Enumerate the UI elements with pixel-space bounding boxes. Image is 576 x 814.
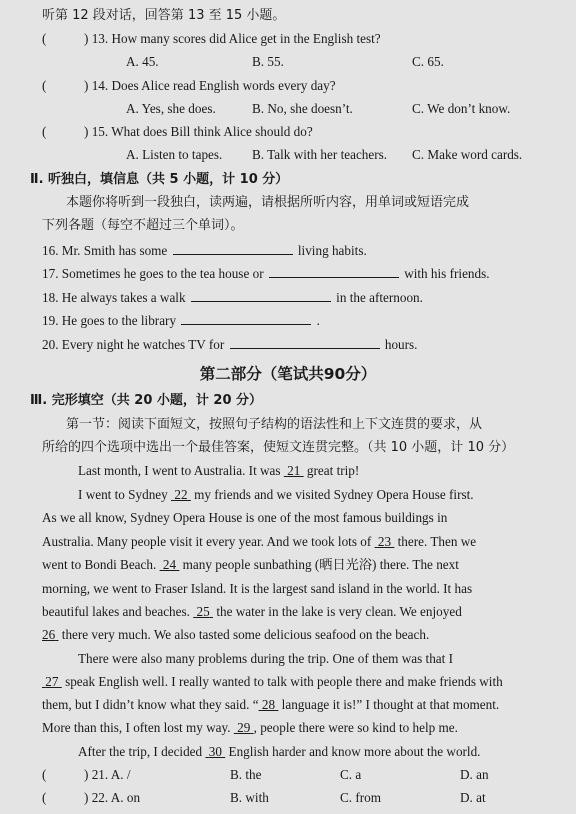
passage-text: English harder and know more about the world. [228, 744, 481, 759]
item-16-pre: 16. Mr. Smith has some [42, 243, 168, 258]
passage-text: beautiful lakes and beaches. [42, 604, 190, 619]
passage-text: Last month, I went to Australia. It was [78, 463, 281, 478]
q15-stem: ) 15. What does Bill think Alice should do? [84, 124, 313, 139]
passage-line-13 [78, 744, 480, 760]
section3-instruction-1: 第一节：阅读下面短文，按照句子结构的语法性和上下文连贯的要求，从 [66, 417, 483, 432]
passage-line-4 [42, 534, 476, 550]
q15-option-b: B. Talk with her teachers. [252, 147, 388, 162]
item-17-pre: 17. Sometimes he goes to the tea house or [42, 266, 264, 281]
q14-option-b: B. No, she doesn’t. [252, 101, 353, 116]
item-19-post: . [316, 313, 320, 328]
cloze-number: 23 [377, 534, 392, 549]
choice-21-d: D. an [460, 767, 489, 782]
choice-21-b: B. the [230, 767, 262, 782]
passage-text: the water in the lake is very clean. We enjoyed [216, 604, 462, 619]
cloze-number: 24 [162, 557, 177, 572]
choice-22-c: C. from [340, 790, 382, 805]
item-19-pre: 19. He goes to the library [42, 313, 177, 328]
cloze-number: 30 [208, 744, 222, 759]
cloze-blank-30[interactable] [205, 744, 225, 759]
q14-option-c: C. We don’t know. [412, 101, 511, 116]
q15-option-a: A. Listen to tapes. [126, 147, 223, 162]
passage-text: Australia. Many people visit it every year. And we took lots of [42, 534, 372, 549]
cloze-number: 27 [45, 674, 59, 689]
cloze-blank-24[interactable] [160, 557, 180, 572]
q14-option-a: A. Yes, she does. [126, 101, 216, 116]
answer-blank-17[interactable] [269, 265, 399, 278]
passage-line-12 [42, 720, 458, 736]
item-19 [42, 312, 320, 329]
item-17 [42, 265, 490, 282]
listening-intro: 听第 12 段对话，回答第 13 至 15 小题。 [42, 8, 286, 23]
item-18-pre: 18. He always takes a walk [42, 290, 186, 305]
cloze-number: 29 [237, 720, 251, 735]
item-18 [42, 289, 423, 306]
item-18-post: in the afternoon. [336, 290, 423, 305]
answer-blank-18[interactable] [191, 289, 331, 302]
passage-text: them, but I didn’t know what they said. “ [42, 697, 259, 712]
passage-text: After the trip, I decided [78, 744, 203, 759]
passage-line-1 [78, 463, 359, 479]
cloze-blank-22[interactable] [171, 487, 191, 502]
passage-line-10 [42, 674, 503, 690]
choice-22-paren[interactable]: ( [42, 790, 47, 805]
q13-option-c: C. 65. [412, 54, 444, 69]
choice-22-num: ) 22. A. on [84, 790, 141, 805]
passage-text: great trip! [306, 463, 360, 478]
passage-line-9: There were also many problems during the trip. One of them was that I [78, 651, 454, 666]
q13-option-a: A. 45. [126, 54, 159, 69]
item-16-post: living habits. [297, 243, 367, 258]
section2-instruction-1: 本题你将听到一段独白，读两遍，请根据所听内容，用单词或短语完成 [66, 195, 470, 210]
passage-text: speak English well. I really wanted to talk with people there and make friends with [65, 674, 503, 689]
section2-heading: Ⅱ. 听独白，填信息（共 5 小题，计 10 分） [30, 172, 289, 187]
choice-22-d: D. at [460, 790, 486, 805]
passage-text: More than this, I often lost my way. [42, 720, 231, 735]
passage-text: many people sunbathing (晒日光浴) there. The next [182, 557, 459, 572]
passage-text: my friends and we visited Sydney Opera House first. [194, 487, 474, 502]
passage-text: language it is!” I thought at that moment. [281, 697, 500, 712]
passage-line-3: As we all know, Sydney Opera House is one of the most famous buildings in [42, 510, 448, 525]
section3-instruction-2: 所给的四个选项中选出一个最佳答案，使短文连贯完整。（共 10 小题，计 10 分） [42, 440, 515, 455]
cloze-blank-23[interactable] [375, 534, 395, 549]
passage-line-6: morning, we went to Fraser Island. It is the largest sand island in the world. It has [42, 581, 473, 596]
q13-option-b: B. 55. [252, 54, 284, 69]
answer-blank-20[interactable] [230, 336, 380, 349]
cloze-number: 22 [174, 487, 188, 502]
cloze-number: 28 [261, 697, 276, 712]
passage-line-5 [42, 557, 459, 573]
cloze-number: 21 [287, 463, 301, 478]
passage-line-11 [42, 697, 499, 713]
cloze-number: 25 [196, 604, 210, 619]
section3-heading: Ⅲ. 完形填空（共 20 小题，计 20 分） [30, 393, 263, 408]
item-16 [42, 242, 367, 259]
cloze-blank-28[interactable] [259, 697, 279, 712]
passage-text: went to Bondi Beach. [42, 557, 157, 572]
choice-22-b: B. with [230, 790, 269, 805]
answer-blank-16[interactable] [173, 242, 293, 255]
choice-21-num: ) 21. A. / [84, 767, 131, 782]
passage-line-8 [42, 627, 429, 643]
part2-title: 第二部分（笔试共90分） [199, 365, 377, 383]
q14-stem: ) 14. Does Alice read English words every day? [84, 78, 336, 93]
q13-stem: ) 13. How many scores did Alice get in the English test? [84, 31, 381, 46]
q13-paren: ( [42, 31, 47, 46]
cloze-number: 26 [42, 627, 56, 642]
q14-paren: ( [42, 78, 47, 93]
passage-text: there very much. We also tasted some delicious seafood on the beach. [61, 627, 430, 642]
answer-blank-19[interactable] [181, 312, 311, 325]
item-20-pre: 20. Every night he watches TV for [42, 337, 225, 352]
item-20 [42, 336, 417, 353]
item-17-post: with his friends. [404, 266, 490, 281]
cloze-blank-21[interactable] [284, 463, 304, 478]
choice-21-paren[interactable]: ( [42, 767, 47, 782]
passage-text: there. Then we [397, 534, 477, 549]
cloze-blank-25[interactable] [193, 604, 213, 619]
section2-instruction-2: 下列各题（每空不超过三个单词）。 [42, 218, 244, 233]
q15-option-c: C. Make word cards. [412, 147, 523, 162]
passage-line-2 [78, 487, 474, 503]
passage-line-7 [42, 604, 462, 620]
choice-21-c: C. a [340, 767, 362, 782]
passage-text: I went to Sydney [78, 487, 168, 502]
q15-paren: ( [42, 124, 47, 139]
item-20-post: hours. [384, 337, 418, 352]
cloze-blank-27[interactable] [42, 674, 62, 689]
passage-text: , people there were so kind to help me. [253, 720, 458, 735]
cloze-blank-29[interactable] [234, 720, 254, 735]
cloze-blank-26[interactable] [42, 627, 58, 642]
